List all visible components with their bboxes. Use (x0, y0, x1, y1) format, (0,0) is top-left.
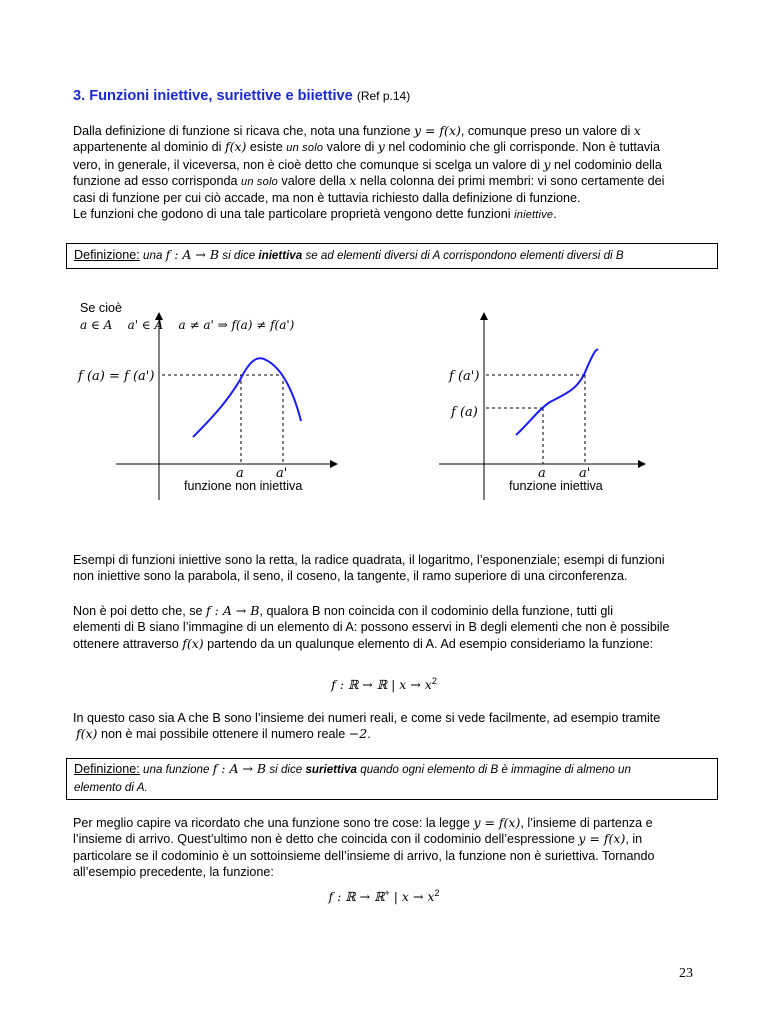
intro-line-6: Le funzioni che godono di una tale particolare proprietà vengono dette funzioni iniettive. (73, 207, 557, 222)
section-ref: (Ref p.14) (356, 89, 411, 103)
section-heading (73, 88, 410, 104)
page-number: 23 (679, 966, 693, 981)
tick-a-prime: a' (276, 466, 288, 481)
tick-a: a (236, 466, 244, 481)
definition-surjective-box: Definizione: una funzione f : A → B si dice suriettiva quando ogni elemento di B è immagine di almeno un elemento di A. (66, 758, 718, 800)
label-fa2: f (a') (449, 369, 480, 384)
condition-line: Se cioè a ∈ A a' ∈ A a ≠ a' ⇒ f(a) ≠ f(a') (80, 301, 295, 332)
section-title: 3. Funzioni iniettive, suriettive e biiettive (73, 88, 353, 104)
examples-paragraph: Esempi di funzioni iniettive sono la retta, la radice quadrata, il logaritmo, l’esponenziale; esempi di funzioni non iniettive sono la parabola, il seno, il coseno, la tangente, il ramo superiore di una circonferenza. (73, 553, 665, 584)
surjective-intro-paragraph: Non è poi detto che, se f : A → B, qualora B non coincida con il codominio della funzione, tutti gli elementi di B siano l’immagine di un elemento di A: possono esservi in B degli elementi che non è possibile ottenere attraverso f(x) partendo da un qualunque elemento di A. Ad esempio consideriamo la funzione: (73, 603, 670, 651)
definition-term: iniettiva (258, 249, 303, 262)
intro-paragraph (73, 123, 697, 224)
label-fa-equals-fa2: f (a) = f (a') (78, 369, 155, 384)
intro-line-2: appartenente al dominio di f(x) esiste un solo valore di y nel codominio che gli corrisponde. Non è tuttavia (73, 139, 660, 155)
definition-label: Definizione: (74, 762, 140, 776)
definition-injective-box: Definizione: una f : A → B si dice iniettiva se ad elementi diversi di A corrispondono elementi diversi di B (66, 243, 718, 269)
tick-a: a (538, 466, 546, 481)
example-paragraph: In questo caso sia A che B sono l’insieme dei numeri reali, e come si vede facilmente, ad esempio tramite f(x) non è mai possibile ottenere il numero reale −2. (73, 711, 661, 742)
intro-line-5: casi di funzione per cui ciò accade, ma non è tuttavia richiesto dalla definizione di funzione. (73, 191, 581, 206)
caption-non-injective: funzione non iniettiva (184, 479, 303, 493)
intro-line-4: funzione ad esso corrisponda un solo valore della x nella colonna dei primi membri: vi sono certamente dei (73, 172, 665, 188)
graph-non-injective (70, 300, 350, 510)
function-curve (516, 350, 598, 435)
formula-square-function-positive: f : ℝ → ℝ+ | $x \to x^2$ (328, 888, 440, 905)
graph-injective (420, 300, 660, 510)
definition-label: Definizione: (74, 248, 140, 262)
label-fa: f (a) (451, 405, 478, 420)
function-curve (193, 358, 301, 437)
intro-line-3: vero, in generale, il viceversa, non è cioè detto che comunque si scelga un valore di y nel codominio della (73, 156, 662, 172)
tick-a-prime: a' (579, 466, 591, 481)
formula-square-function: f : ℝ → ℝ | $x \to x^2$ (331, 676, 437, 693)
codomain-paragraph: Per meglio capire va ricordato che una funzione sono tre cose: la legge y = f(x), l’insieme di partenza e l’insieme di arrivo. Quest’ultimo non è detto che coincida con il codominio dell’espressione y = f(x), in particolare se il codominio è un sottoinsieme dell’insieme di arrivo, la funzione non è suriettiva. Tornando all’esempio precedente, la funzione: (73, 815, 655, 879)
intro-line-1: Dalla definizione di funzione si ricava che, nota una funzione y = f(x), comunque preso un valore di x (73, 123, 641, 138)
definition-term: suriettiva (305, 763, 358, 776)
caption-injective: funzione iniettiva (509, 479, 603, 493)
